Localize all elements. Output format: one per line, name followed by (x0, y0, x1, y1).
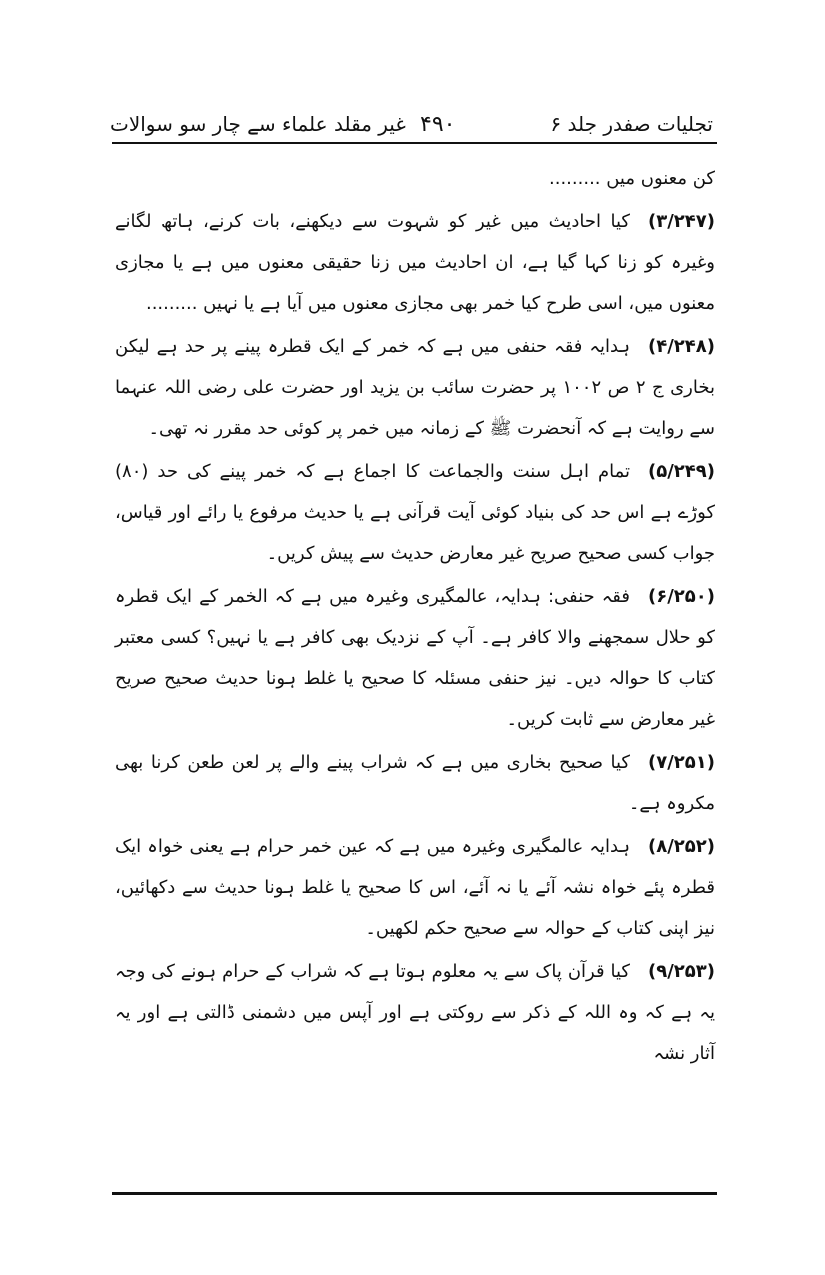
question-text: ہدایہ عالمگیری وغیرہ میں ہے کہ عین خمر حرام ہے یعنی خواہ ایک قطرہ پئے خواہ نشہ آئے یا نہ آئے، اس کا صحیح یا غلط ہونا حدیث سے دکھائیں، نیز اپنی کتاب کے حوالہ سے صحیح حکم لکھیں۔ (115, 836, 715, 939)
question-text: تمام اہل سنت والجماعت کا اجماع ہے کہ خمر پینے کی حد (۸۰) کوڑے ہے اس حد کی بنیاد کوئی آیت قرآنی ہے یا حدیث مرفوع یا رائے اور قیاس، جواب کسی صحیح صریح غیر معارض حدیث سے پیش کریں۔ (115, 461, 715, 564)
footer-rule (112, 1192, 717, 1195)
question-paragraph (115, 742, 715, 824)
question-number: (۵/۲۴۹) (648, 461, 715, 482)
page-body (115, 158, 715, 1076)
question-text: کیا صحیح بخاری میں ہے کہ شراب پینے والے پر لعن طعن کرنا بھی مکروہ ہے۔ (115, 752, 715, 814)
question-number: (۶/۲۵۰) (648, 586, 715, 607)
page-number: ۴۹۰ (420, 112, 456, 137)
question-text: فقہ حنفی: ہدایہ، عالمگیری وغیرہ میں ہے کہ الخمر کے ایک قطرہ کو حلال سمجھنے والا کافر ہے۔ آپ کے نزدیک بھی کافر ہے یا نہیں؟ کسی معتبر کتاب کا حوالہ دیں۔ نیز حنفی مسئلہ کا صحیح یا غلط ہونا حدیث صحیح صریح غیر معارض سے ثابت کریں۔ (115, 586, 715, 730)
paragraph-text: کن معنوں میں ......... (549, 168, 715, 189)
question-paragraph (115, 826, 715, 949)
question-paragraph (115, 201, 715, 324)
question-text: کیا قرآن پاک سے یہ معلوم ہوتا ہے کہ شراب کے حرام ہونے کی وجہ یہ ہے کہ وہ اللہ کے ذکر سے روکتی ہے اور آپس میں دشمنی ڈالتی ہے اور یہ آثار نشہ (115, 961, 715, 1064)
question-number: (۷/۲۵۱) (648, 752, 715, 773)
question-paragraph (115, 451, 715, 574)
header-rule (112, 142, 717, 144)
question-text: ہدایہ فقہ حنفی میں ہے کہ خمر کے ایک قطرہ پینے پر حد ہے لیکن بخاری ج ۲ ص ۱۰۰۲ پر حضرت سائب بن یزید اور حضرت علی رضی اللہ عنہما سے روایت ہے کہ آنحضرت ﷺ کے زمانہ میں خمر پر کوئی حد مقرر نہ تھی۔ (115, 336, 715, 439)
question-number: (۸/۲۵۲) (648, 836, 715, 857)
question-text: کیا احادیث میں غیر کو شہوت سے دیکھنے، بات کرنے، ہاتھ لگانے وغیرہ کو زنا کہا گیا ہے، ان احادیث میں زنا حقیقی معنوں میں ہے یا مجازی معنوں میں، اسی طرح کیا خمر بھی مجازی معنوں میں آیا ہے یا نہیں ......... (115, 211, 715, 314)
paragraph (115, 158, 715, 199)
question-number: (۹/۲۵۳) (648, 961, 715, 982)
question-number: (۳/۲۴۷) (648, 211, 715, 232)
question-paragraph (115, 576, 715, 740)
running-head-title: غیر مقلد علماء سے چار سو سوالات (110, 112, 406, 136)
running-head-volume: تجلیات صفدر جلد ۶ (550, 112, 713, 136)
question-paragraph (115, 326, 715, 449)
question-number: (۴/۲۴۸) (648, 336, 715, 357)
question-paragraph (115, 951, 715, 1074)
